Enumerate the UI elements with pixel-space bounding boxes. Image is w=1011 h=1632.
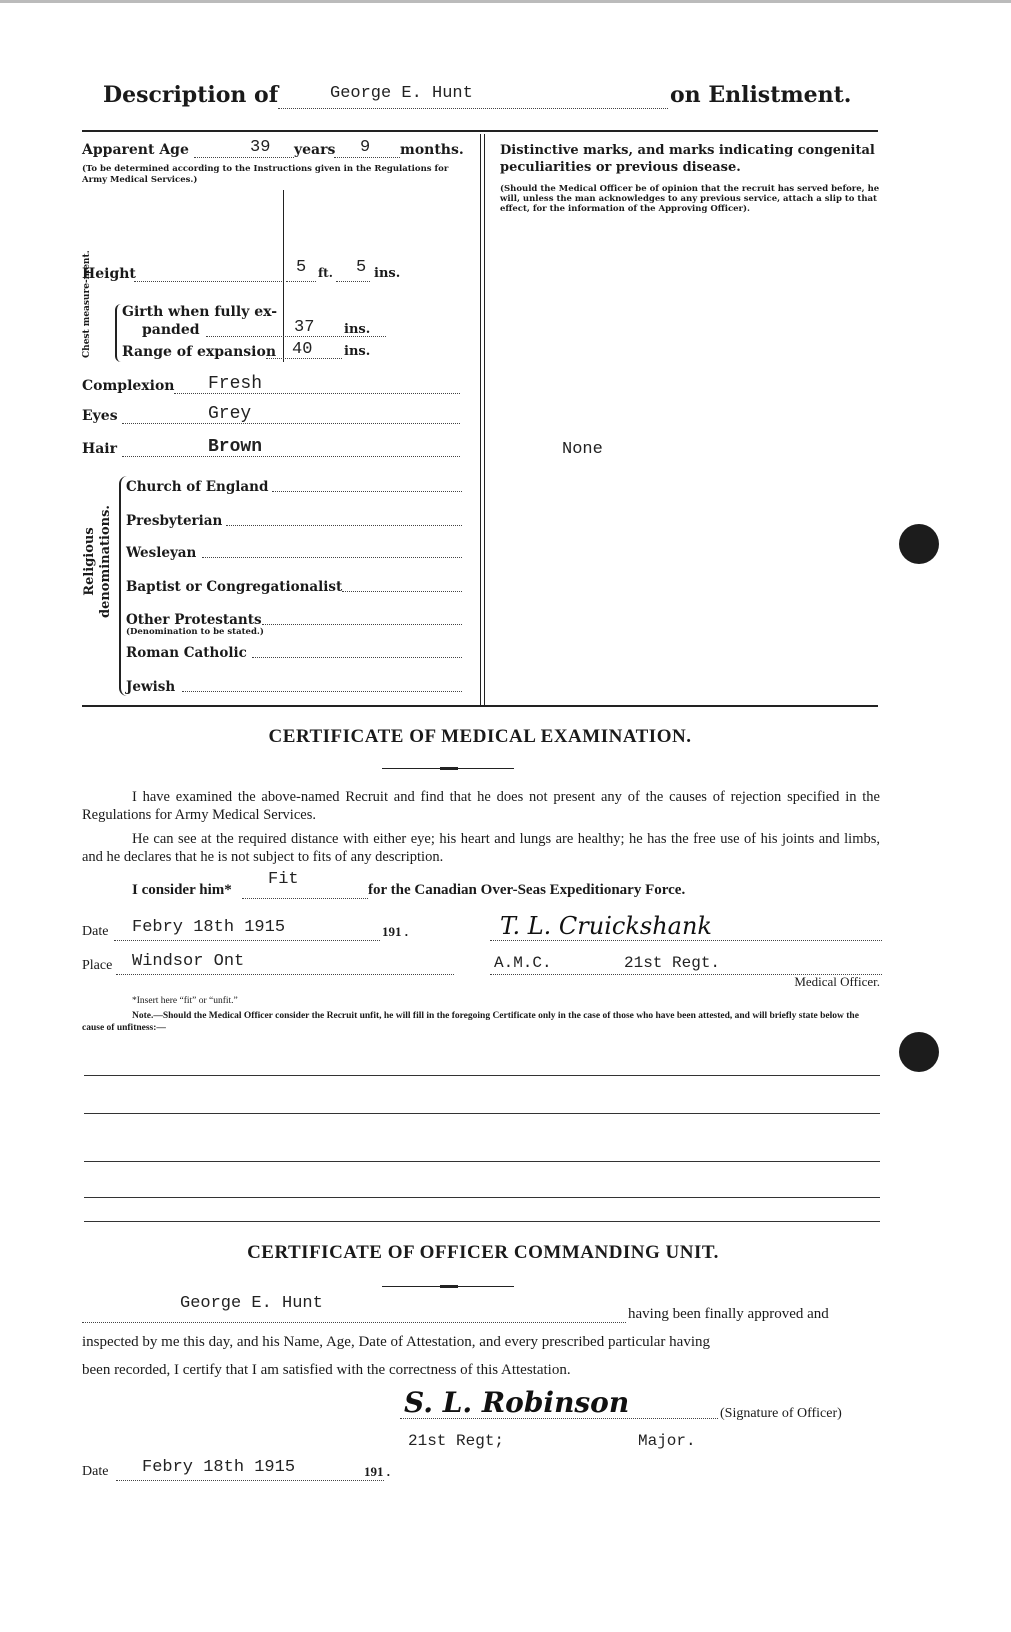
commanding-date-dots [116,1480,384,1481]
medical-para-2-text: He can see at the required distance with either eye; his heart and lungs are healthy; he has the free use of his joints and limbs, and he declares that he is not subject to fits of any description. [82,831,880,865]
religion-dots [182,691,462,692]
fitness-value: Fit [268,870,299,889]
ft-label: ft. [318,266,333,280]
punch-hole-bottom [899,1032,939,1072]
medical-date-suffix: 191 . [382,924,408,939]
medical-date-value: Febry 18th 1915 [132,918,286,937]
medical-title-ornament-center [440,767,458,770]
girth-unit: ins. [344,322,371,337]
commanding-rank: Major. [638,1432,696,1450]
commanding-name-dots [82,1322,626,1323]
religion-label: Jewish [126,679,176,695]
years-label: years [294,142,336,158]
commanding-name-row [82,1294,882,1326]
distinctive-marks-note: (Should the Medical Officer be of opinion that the recruit has served before, he will, unless the man acknowledges to any previous service, attach a slip to that effect, for the information of the Approving Officer). [500,184,880,214]
height-ins-value: 5 [356,258,367,277]
commanding-certificate-title: CERTIFICATE OF OFFICER COMMANDING UNIT. [247,1242,719,1263]
age-years-dots [194,157,294,158]
chest-label [82,250,92,358]
commanding-title-ornament-center [440,1285,458,1288]
range-value: 40 [292,340,313,359]
religion-label: Presbyterian [126,513,223,529]
height-dots [134,281,282,282]
medical-date-row [82,918,462,944]
fit-footnote: *Insert here “fit” or “unfit.” [132,996,238,1006]
medical-officer-unit-row [490,952,882,994]
unfitness-line[interactable] [84,1112,880,1114]
eyes-value: Grey [208,404,252,424]
header-prefix: Description of [103,82,279,108]
religion-label: Baptist or Congregationalist [126,579,343,595]
punch-hole-top [899,524,939,564]
medical-place-value: Windsor Ont [132,952,245,971]
commanding-text-3: been recorded, I certify that I am satisfied with the correctness of this Attestation. [82,1362,571,1378]
commanding-text-1: having been finally approved and [628,1306,829,1322]
religious-denominations [82,470,472,700]
age-years-value: 39 [250,138,271,157]
distinctive-marks-title: Distinctive marks, and marks indicating congenital peculiarities or previous disease. [500,143,875,175]
medical-para-2 [82,830,880,866]
religion-dots [272,491,462,492]
medical-para-1-text: I have examined the above-named Recruit and find that he does not present any of the causes of rejection specified in the Regulations for Army Medical Services. [82,789,880,823]
religion-row[interactable] [126,642,462,662]
header-suffix: on Enlistment. [670,82,852,108]
medical-certificate-title: CERTIFICATE OF MEDICAL EXAMINATION. [268,726,692,747]
medical-place-dots [116,974,454,975]
religion-label: Wesleyan [126,545,197,561]
religion-row[interactable] [126,510,462,530]
range-label: Range of expansion [122,344,277,360]
top-border [0,0,1011,3]
hair-value: Brown [208,437,263,457]
consider-suffix: for the Canadian Over-Seas Expeditionary Force. [368,882,686,898]
eyes-label: Eyes [82,408,118,424]
commanding-name: George E. Hunt [180,1294,323,1313]
height-row [82,258,462,284]
age-note: (To be determined according to the Instructions given in the Regulations for Army Medical Services.) [82,164,449,185]
apparent-age-row [82,140,462,162]
religion-label: Other Protestants [126,612,262,628]
girth-label-2: panded [142,322,200,338]
signature-of-officer-label: (Signature of Officer) [720,1406,842,1421]
religion-label: Church of England [126,479,269,495]
commanding-regt: 21st Regt; [408,1432,505,1450]
religion-row[interactable] [126,609,462,629]
header-name-field [278,108,668,109]
unfitness-line[interactable] [84,1220,880,1222]
religion-dots [226,525,462,526]
height-ft-value: 5 [296,258,307,277]
medical-officer-signature-line [490,912,882,944]
height-label: Height [82,266,136,282]
unfitness-line[interactable] [84,1196,880,1198]
hair-dots [122,456,460,457]
religion-group-label-2: denominations. [98,505,113,618]
eyes-dots [122,423,460,424]
religion-dots [342,591,462,592]
medical-para-1 [82,788,880,824]
medical-date-label: Date [82,924,109,939]
unfitness-line[interactable] [84,1074,880,1076]
unfit-note-text: Note.—Should the Medical Officer consider the Recruit unfit, he will fill in the foregoing Certificate only in the case of those who have been attested, and will briefly state below the cause of unfitness:— [82,1011,859,1033]
religion-row[interactable] [126,576,462,596]
fitness-dots [242,898,368,899]
range-unit: ins. [344,344,371,359]
medical-officer-signature: T. L. Cruickshank [500,912,712,940]
distinctive-marks-value: None [562,440,603,459]
document-header [100,82,890,116]
commanding-signature-line [400,1386,882,1422]
age-months-value: 9 [360,138,371,157]
unfit-note [82,1010,880,1034]
commanding-date-label: Date [82,1464,109,1479]
girth-value: 37 [294,318,315,337]
medical-place-row [82,952,462,978]
months-label: months. [400,142,464,158]
religion-dots [202,557,462,558]
medical-place-label: Place [82,958,113,973]
eyes-row [82,404,462,428]
commanding-text-2: inspected by me this day, and his Name, Age, Date of Attestation, and every prescribed particular having [82,1334,711,1350]
commanding-date-suffix: 191 . [364,1464,390,1479]
header-rule [82,130,878,132]
column-divider [480,134,481,706]
consider-prefix: I consider him* [132,882,232,898]
religion-group-label [82,505,114,618]
religion-row[interactable] [126,476,462,496]
hair-row [82,437,462,461]
medical-officer-unit: A.M.C. [494,954,552,972]
religion-group-label-1: Religious [82,527,97,596]
religion-label: Roman Catholic [126,645,247,661]
religion-row[interactable] [126,676,462,696]
religion-dots [252,657,462,658]
complexion-row [82,374,462,398]
other-protestants-note: (Denomination to be stated.) [126,627,264,637]
girth-label-1: Girth when fully ex- [122,304,278,320]
height-ins-dots [336,281,370,282]
column-divider-2 [484,134,485,706]
medical-signature-dots [490,940,882,941]
hair-label: Hair [82,441,117,457]
medical-officer-regt: 21st Regt. [624,954,721,972]
commanding-officer-signature: S. L. Robinson [404,1386,630,1419]
chest-label-text: Chest measure-ment. [82,250,92,358]
chest-brace [115,304,121,362]
medical-officer-title: Medical Officer. [794,974,880,989]
commanding-date-value: Febry 18th 1915 [142,1458,296,1477]
complexion-label: Complexion [82,378,175,394]
commanding-date-row [82,1456,422,1484]
religion-row[interactable] [126,542,462,562]
medical-date-dots [114,940,380,941]
age-months-dots [334,157,400,158]
height-ft-dots [286,281,316,282]
header-name: George E. Hunt [330,84,473,103]
ins-label: ins. [374,266,401,281]
complexion-value: Fresh [208,374,263,394]
section-rule [82,705,878,707]
fitness-row [132,872,832,900]
unfitness-line[interactable] [84,1160,880,1162]
religion-dots [262,624,462,625]
apparent-age-label: Apparent Age [82,142,189,158]
